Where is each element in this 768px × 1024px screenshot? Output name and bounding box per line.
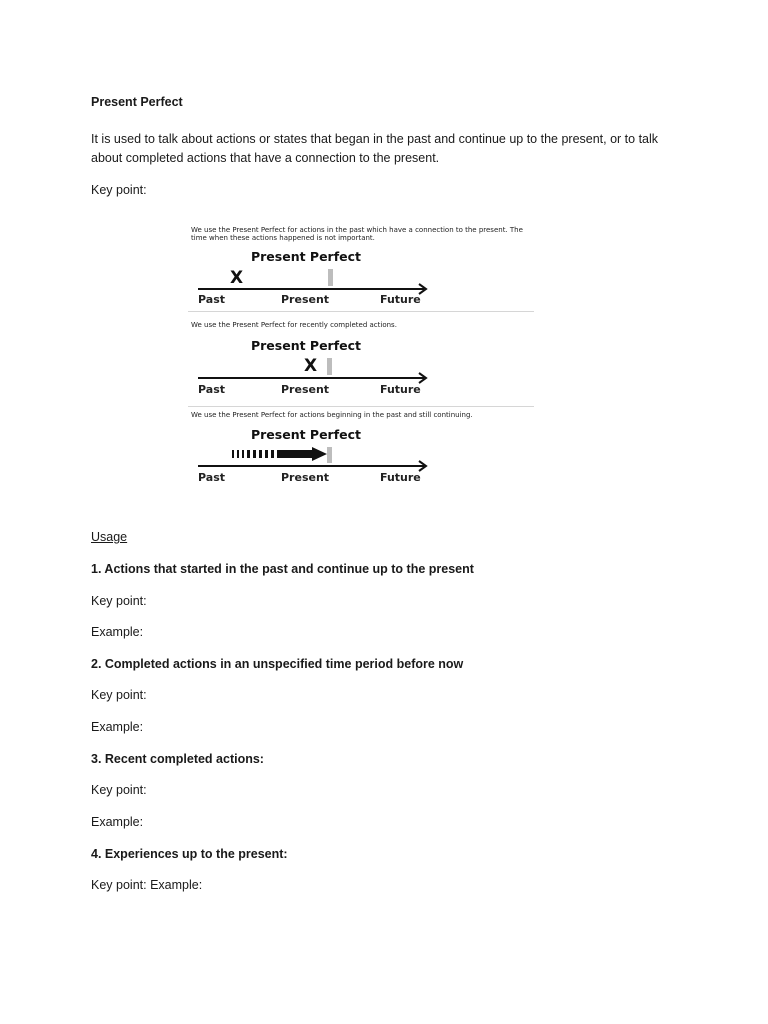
present-marker [327,447,332,463]
usage-item-4-title: 4. Experiences up to the present: [91,847,288,861]
usage-item-2-key-point: Key point: [91,688,147,702]
panel-caption: We use the Present Perfect for actions in the past which have a connection to the present. The time when these actions happened is not important. [191,226,523,242]
label-past: Past [198,293,225,306]
page-title: Present Perfect [91,95,183,109]
panel-caption: We use the Present Perfect for actions beginning in the past and still continuing. [191,411,473,419]
usage-item-3-key-point: Key point: [91,783,147,797]
usage-heading: Usage [91,530,128,544]
panel-title: Present Perfect [250,249,362,264]
x-mark: X [230,268,244,288]
panel-caption: We use the Present Perfect for recently completed actions. [191,321,397,329]
timeline-panel-3 [188,407,538,497]
x-mark: X [304,356,318,376]
label-future: Future [380,293,421,306]
timeline-panel-2 [188,317,538,407]
timeline-panel-1 [188,222,538,312]
label-past: Past [198,383,225,396]
usage-item-4-key-point-example: Key point: Example: [91,878,203,892]
present-marker [328,269,333,286]
panel-title: Present Perfect [250,338,362,353]
usage-item-1-title: 1. Actions that started in the past and continue up to the present [91,562,474,576]
usage-item-3-example: Example: [91,815,144,829]
usage-item-1-example: Example: [91,625,144,639]
present-perfect-timeline-figure [188,222,538,492]
panel-title: Present Perfect [250,427,362,442]
intro-paragraph: It is used to talk about actions or states that began in the past and continue up to the present, or to talk about completed actions that have a connection to the present. [91,132,659,165]
label-past: Past [198,471,225,484]
timeline-line [198,465,424,467]
label-present: Present [281,293,330,306]
usage-item-2-title: 2. Completed actions in an unspecified time period before now [91,657,464,671]
timeline-line [198,377,424,379]
label-present: Present [281,383,330,396]
usage-item-3-title: 3. Recent completed actions: [91,752,264,766]
usage-item-2-example: Example: [91,720,144,734]
label-future: Future [380,471,421,484]
continuing-action-arrow-icon [232,447,332,461]
timeline-line [198,288,424,290]
label-future: Future [380,383,421,396]
panel-divider [188,311,534,312]
present-marker [327,358,332,375]
usage-item-1-key-point: Key point: [91,594,147,608]
label-present: Present [281,471,330,484]
key-point-label: Key point: [91,183,147,197]
